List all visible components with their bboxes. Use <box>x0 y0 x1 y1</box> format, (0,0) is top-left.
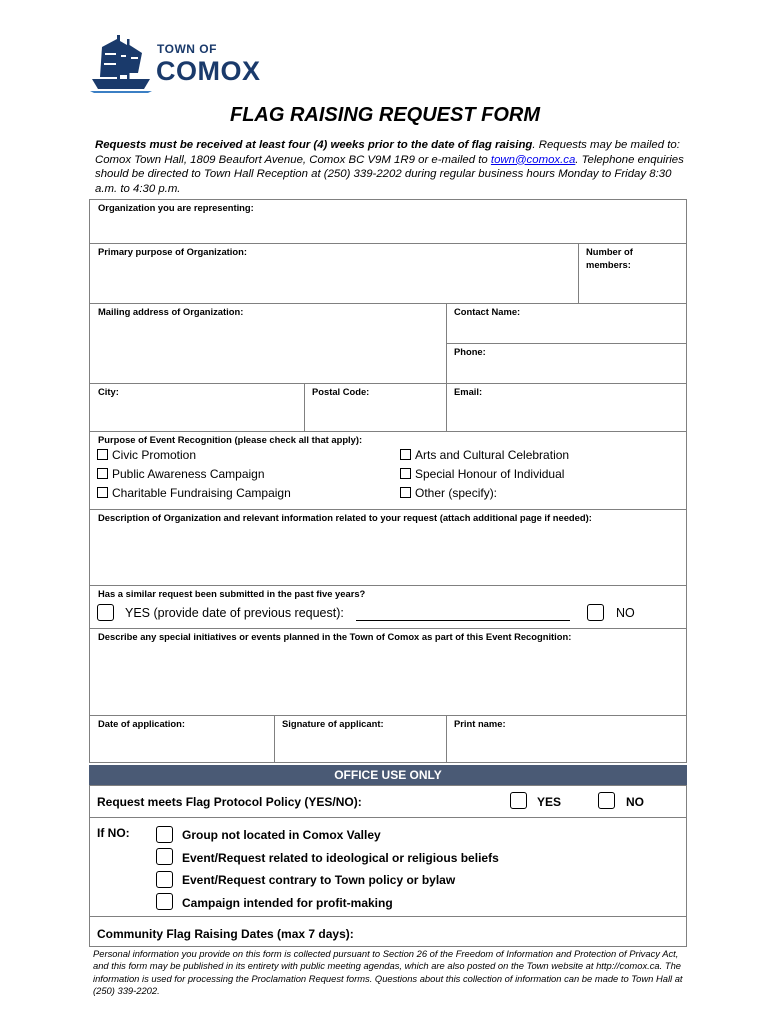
contact-name-field[interactable] <box>446 303 687 344</box>
policy-no-checkbox-icon[interactable] <box>598 792 615 809</box>
reason-ideological: Event/Request related to ideological or religious beliefs <box>182 851 499 865</box>
office-use-header: OFFICE USE ONLY <box>89 765 687 785</box>
policy-yes-label: YES <box>537 795 562 809</box>
phone-field[interactable] <box>446 343 687 384</box>
intro-mail-text: . Requests may be mailed to: Comox Town Hall, 1809 Beaufort Avenue, Comox BC V9M 1R9 or e-mailed to <box>95 139 680 166</box>
special-initiatives-field[interactable] <box>89 628 687 716</box>
intro-paragraph <box>95 138 695 196</box>
reason-checkbox-icon[interactable] <box>156 871 173 888</box>
signature-field[interactable] <box>274 715 447 763</box>
community-dates-label: Community Flag Raising Dates (max 7 days): <box>97 927 354 941</box>
primary-purpose-label: Primary purpose of Organization: <box>98 246 247 257</box>
primary-purpose-field[interactable] <box>89 243 579 304</box>
intro-deadline: Requests must be received at least four (4) weeks prior to the date of flag raising <box>95 139 533 151</box>
logo-line-town-of: TOWN OF <box>157 42 217 56</box>
purpose-option-civic[interactable]: Civic Promotion <box>97 448 196 462</box>
checkbox-icon[interactable] <box>400 487 411 498</box>
description-field[interactable] <box>89 509 687 586</box>
policy-yes-checkbox-icon[interactable] <box>510 792 527 809</box>
yes-previous-label: YES (provide date of previous request): <box>125 606 344 620</box>
city-label: City: <box>98 386 119 397</box>
purpose-option-other[interactable]: Other (specify): <box>400 486 497 500</box>
previous-date-input-line[interactable] <box>356 620 570 621</box>
print-name-field[interactable] <box>446 715 687 763</box>
email-field[interactable] <box>446 383 687 432</box>
signature-label: Signature of applicant: <box>282 718 384 729</box>
mailing-address-field[interactable] <box>89 303 447 384</box>
no-previous-label: NO <box>616 606 635 620</box>
reason-not-comox-valley: Group not located in Comox Valley <box>182 828 381 842</box>
policy-label: Request meets Flag Protocol Policy (YES/NO): <box>97 795 362 809</box>
mailing-address-label: Mailing address of Organization: <box>98 306 244 317</box>
phone-label: Phone: <box>454 346 486 357</box>
special-initiatives-label: Describe any special initiatives or events planned in the Town of Comox as part of this Event Recognition: <box>98 631 572 642</box>
reason-checkbox-icon[interactable] <box>156 848 173 865</box>
reason-profit-making: Campaign intended for profit-making <box>182 896 393 910</box>
checkbox-icon[interactable] <box>97 487 108 498</box>
email-label: Email: <box>454 386 483 397</box>
no-previous-checkbox-icon[interactable] <box>587 604 604 621</box>
date-application-field[interactable] <box>89 715 275 763</box>
policy-no-label: NO <box>626 795 644 809</box>
privacy-footer: Personal information you provide on this form is collected pursuant to Section 26 of the Freedom of Information and Protection of Privacy Act, and this form may be published in its entirety with public meeting agendas, which are also posted on the Town website at http://comox.ca. The information is used for processing the Proclamation Request forms. Questions about this collection of information can be made to Town Hall at (250) 339-2202. <box>93 948 683 996</box>
purpose-option-public-awareness[interactable]: Public Awareness Campaign <box>97 467 265 481</box>
purpose-option-arts[interactable]: Arts and Cultural Celebration <box>400 448 569 462</box>
similar-request-label: Has a similar request been submitted in the past five years? <box>98 588 366 599</box>
number-members-label-2: members: <box>586 259 631 270</box>
date-application-label: Date of application: <box>98 718 185 729</box>
postal-code-label: Postal Code: <box>312 386 370 397</box>
checkbox-icon[interactable] <box>400 449 411 460</box>
description-label: Description of Organization and relevant information related to your request (attach additional page if needed): <box>98 512 592 523</box>
organization-field[interactable] <box>89 199 687 244</box>
purpose-heading: Purpose of Event Recognition (please check all that apply): <box>98 434 363 445</box>
yes-previous-checkbox-icon[interactable] <box>97 604 114 621</box>
contact-name-label: Contact Name: <box>454 306 521 317</box>
print-name-label: Print name: <box>454 718 506 729</box>
organization-label: Organization you are representing: <box>98 202 254 213</box>
postal-code-field[interactable] <box>304 383 447 432</box>
purpose-option-special-honour[interactable]: Special Honour of Individual <box>400 467 564 481</box>
city-field[interactable] <box>89 383 305 432</box>
intro-phone-text: . Telephone enquiries should be directed to Town Hall Reception at (250) 339-2202 during regular business hours Monday to Friday 8:30 a.m. to 4:30 p.m. <box>95 153 684 195</box>
purpose-option-charitable[interactable]: Charitable Fundraising Campaign <box>97 486 291 500</box>
if-no-label: If NO: <box>97 826 130 840</box>
reason-checkbox-icon[interactable] <box>156 826 173 843</box>
number-members-label-1: Number of <box>586 246 633 257</box>
reason-contrary-policy: Event/Request contrary to Town policy or bylaw <box>182 873 456 887</box>
number-members-field[interactable] <box>578 243 687 304</box>
logo-line-comox: COMOX <box>156 56 261 86</box>
email-link[interactable]: town@comox.ca <box>490 153 576 166</box>
checkbox-icon[interactable] <box>97 468 108 479</box>
form-title: FLAG RAISING REQUEST FORM <box>230 104 540 126</box>
checkbox-icon[interactable] <box>400 468 411 479</box>
checkbox-icon[interactable] <box>97 449 108 460</box>
reason-checkbox-icon[interactable] <box>156 893 173 910</box>
